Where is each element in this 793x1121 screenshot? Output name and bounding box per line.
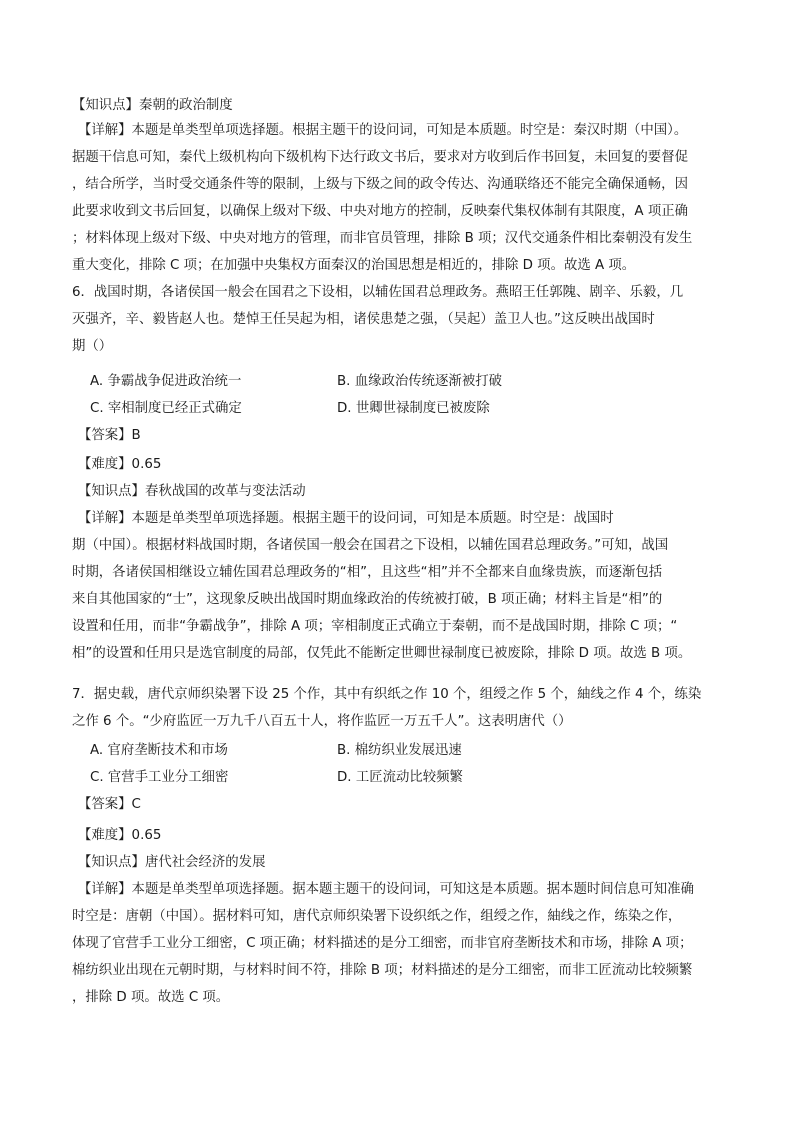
q7-option-c: C. 官营手工业分工细密 [90,770,229,785]
q5-detail-line: ，结合所学，当时受交通条件等的限制，上级与下级之间的政令传达、沟通联络还不能完全确保通畅，因 [72,177,688,192]
q6-detail-line: 设置和任用，而非“争霸战争”，排除 A 项；宰相制度正式确立于秦朝，而不是战国时期，排除 C 项；“ [72,619,678,634]
q5-detail-line: ；材料体现上级对下级、中央对地方的管理，而非官员管理，排除 B 项；汉代交通条件相比秦朝没有发生 [72,231,693,246]
q5-detail-line: 重大变化，排除 C 项；在加强中央集权方面秦汉的治国思想是相近的，排除 D 项。故选 A 项。 [72,258,636,273]
q6-option-a: A. 争霸战争促进政治统一 [90,374,242,389]
q6-detail-line: 时期，各诸侯国相继设立辅佐国君总理政务的“相”，且这些“相”并不全都来自血缘贵族，而逐渐包括 [72,565,663,580]
q6-knowledge-point: 【知识点】春秋战国的改革与变法活动 [78,484,306,499]
q5-detail-line: 据题干信息可知，秦代上级机构向下级机构下达行政文书后，要求对方收到后作书回复，未回复的要督促 [72,150,688,165]
q6-detail-line: 相”的设置和任用只是选官制度的局部，仅凭此不能断定世卿世禄制度已被废除，排除 D 项。故选 B 项。 [72,646,692,661]
q6-detail-line: 来自其他国家的“士”，这现象反映出战国时期血缘政治的传统被打破，B 项正确；材料主旨是“相”的 [72,592,663,607]
q7-knowledge-point: 【知识点】唐代社会经济的发展 [78,855,266,870]
q5-detail-line: 【详解】本题是单类型单项选择题。根据主题干的设问词，可知是本质题。时空是：秦汉时期（中国）。 [78,123,688,138]
q5-detail-line: 此要求收到文书后回复，以确保上级对下级、中央对地方的控制，反映秦代集权体制有其限度，A 项正确 [72,204,688,219]
q7-stem-line: 7．据史载，唐代京师织染署下设 25 个作，其中有织纸之作 10 个，组绶之作 5 个，紬线之作 4 个，练染 [72,687,702,702]
q5-knowledge-point: 【知识点】秦朝的政治制度 [72,98,233,113]
q6-answer: 【答案】B [78,428,141,443]
q7-stem-line: 之作 6 个。“少府监匠一万九千八百五十人，将作监匠一万五千人”。这表明唐代（） [72,714,572,729]
q7-difficulty: 【难度】0.65 [78,828,162,843]
q7-detail-line: ，排除 D 项。故选 C 项。 [72,990,230,1005]
q6-option-b: B. 血缘政治传统逐渐被打破 [337,374,502,389]
q6-difficulty: 【难度】0.65 [78,457,162,472]
q7-option-b: B. 棉纺织业发展迅速 [337,743,462,758]
q6-stem-line: 期（） [72,339,113,354]
q7-detail-line: 时空是：唐朝（中国）。据材料可知，唐代京师织染署下设织纸之作，组绶之作，紬线之作，练染之作， [72,909,682,924]
q7-option-d: D. 工匠流动比较频繁 [337,770,463,785]
q6-detail-line: 期（中国）。根据材料战国时期，各诸侯国一般会在国君之下设相，以辅佐国君总理政务。”可知，战国 [72,538,669,553]
q6-option-d: D. 世卿世禄制度已被废除 [337,401,490,416]
q7-detail-line: 体现了官营手工业分工细密，C 项正确；材料描述的是分工细密，而非官府垄断技术和市场，排除 A 项； [72,936,693,951]
q7-detail-line: 【详解】本题是单类型单项选择题。据本题主题干的设问词，可知这是本质题。据本题时间信息可知准确 [78,882,694,897]
q7-option-a: A. 官府垄断技术和市场 [90,743,228,758]
q7-detail-line: 棉纺织业出现在元朝时期，与材料时间不符，排除 B 项；材料描述的是分工细密，而非工匠流动比较频繁 [72,963,693,978]
q6-detail-line: 【详解】本题是单类型单项选择题。根据主题干的设问词，可知是本质题。时空是：战国时 [78,511,614,526]
q6-option-c: C. 宰相制度已经正式确定 [90,401,242,416]
q7-answer: 【答案】C [78,797,141,812]
q6-stem-line: 灭强齐，辛、毅皆赵人也。楚悼王任吴起为相，诸侯患楚之强，（吴起）盖卫人也。”这反映出战国时 [72,312,655,327]
q6-stem-line: 6．战国时期，各诸侯国一般会在国君之下设相，以辅佐国君总理政务。燕昭王任郭隗、剧辛、乐毅，几 [72,285,684,300]
